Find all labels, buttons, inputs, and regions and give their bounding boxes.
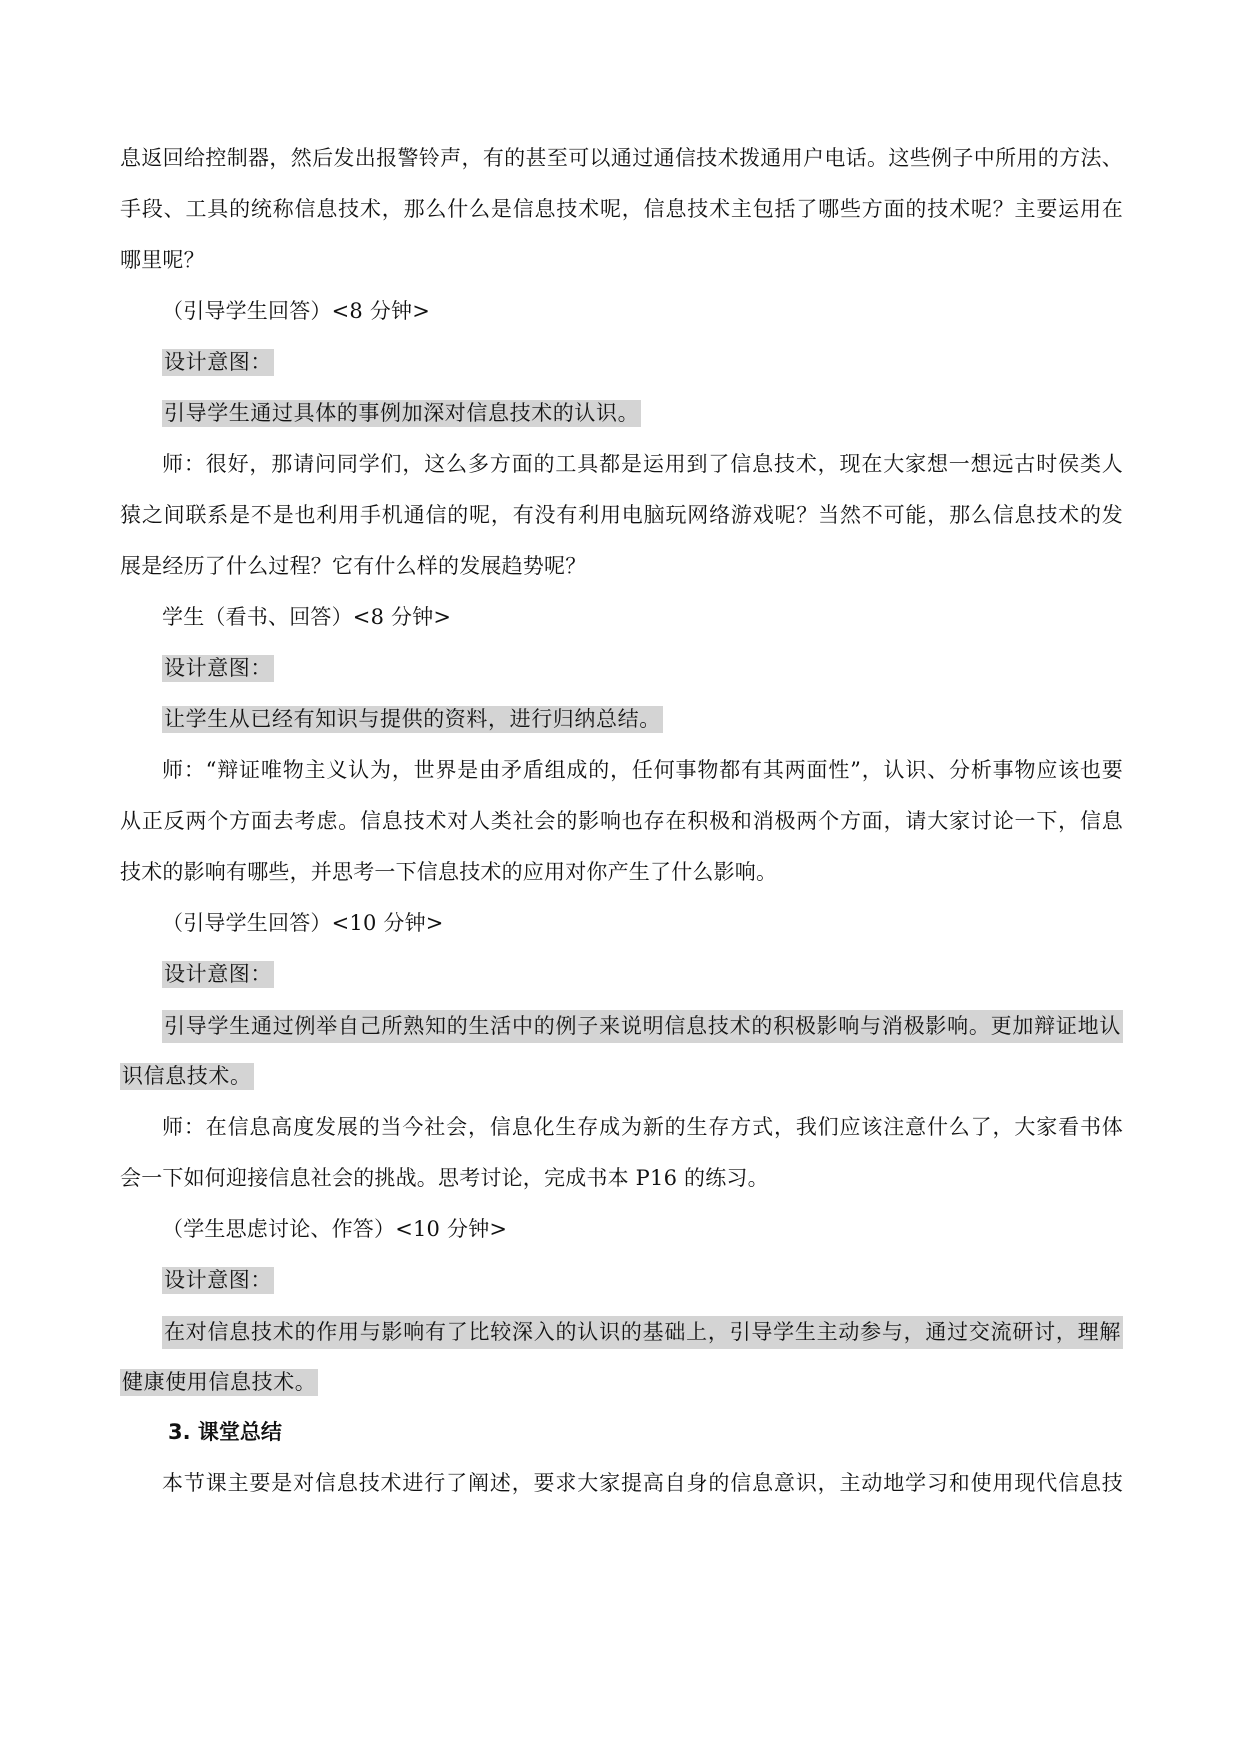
paragraph-line: 猿之间联系是不是也利用手机通信的呢，有没有利用电脑玩网络游戏呢？当然不可能，那么信息技术的发 [120,503,1123,527]
design-intent-label: 设计意图： [164,962,272,986]
paragraph-line: 师：“辩证唯物主义认为，世界是由矛盾组成的，任何事物都有其两面性”，认识、分析事物应该也要 [162,758,1123,782]
time-note: （引导学生回答）<8 分钟> [162,299,431,323]
design-intent-text: 识信息技术。 [122,1064,252,1088]
paragraph-line: 哪里呢？ [120,248,205,272]
design-intent-label: 设计意图： [164,350,272,374]
paragraph-line: 手段、工具的统称信息技术，那么什么是信息技术呢，信息技术主包括了哪些方面的技术呢？主要运用在 [120,197,1123,221]
design-intent-text: 引导学生通过例举自己所熟知的生活中的例子来说明信息技术的积极影响与消极影响。更加辩证地认 [162,1010,1123,1043]
design-intent-text: 让学生从已经有知识与提供的资料，进行归纳总结。 [164,707,661,731]
paragraph-line: 从正反两个方面去考虑。信息技术对人类社会的影响也存在积极和消极两个方面，请大家讨论一下，信息 [120,809,1123,833]
paragraph-line: 息返回给控制器，然后发出报警铃声，有的甚至可以通过通信技术拨通用户电话。这些例子中所用的方法、 [120,146,1123,170]
paragraph-line: 会一下如何迎接信息社会的挑战。思考讨论，完成书本 P16 的练习。 [120,1166,769,1190]
paragraph-line: 技术的影响有哪些，并思考一下信息技术的应用对你产生了什么影响。 [120,860,778,884]
design-intent-label: 设计意图： [164,656,272,680]
time-note: （学生思虑讨论、作答）<10 分钟> [162,1217,508,1241]
time-note: （引导学生回答）<10 分钟> [162,911,444,935]
design-intent-text: 引导学生通过具体的事例加深对信息技术的认识。 [164,401,640,425]
time-note: 学生（看书、回答）<8 分钟> [162,605,452,629]
design-intent-label: 设计意图： [164,1268,272,1292]
paragraph-line: 展是经历了什么过程？它有什么样的发展趋势呢？ [120,554,587,578]
paragraph-line: 本节课主要是对信息技术进行了阐述，要求大家提高自身的信息意识，主动地学习和使用现代信息技 [162,1471,1123,1495]
paragraph-line: 师：在信息高度发展的当今社会，信息化生存成为新的生存方式，我们应该注意什么了，大家看书体 [162,1115,1123,1139]
design-intent-text: 健康使用信息技术。 [122,1370,317,1394]
design-intent-text: 在对信息技术的作用与影响有了比较深入的认识的基础上，引导学生主动参与，通过交流研讨，理解 [162,1316,1123,1349]
section-heading: 3. 课堂总结 [168,1420,282,1444]
paragraph-line: 师：很好，那请问同学们，这么多方面的工具都是运用到了信息技术，现在大家想一想远古时侯类人 [162,452,1123,476]
